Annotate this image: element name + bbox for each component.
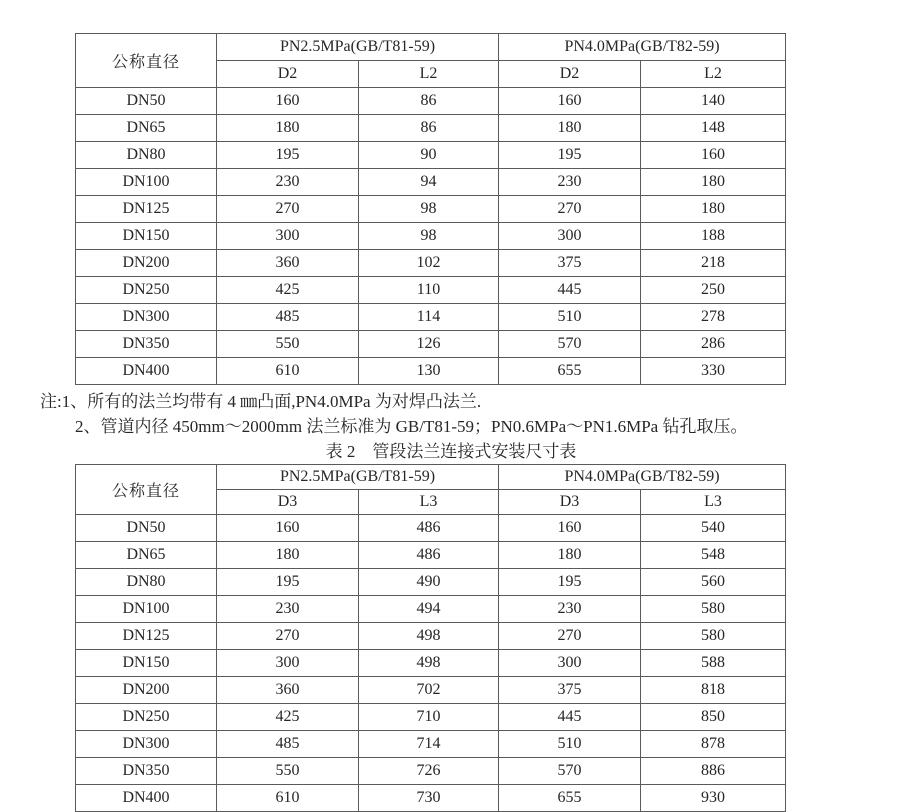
table-cell: 610 — [217, 785, 359, 812]
sub-header-cell: D2 — [217, 61, 359, 88]
table-cell: 490 — [359, 569, 499, 596]
dn-cell: DN350 — [76, 331, 217, 358]
table-row — [76, 569, 786, 596]
dn-cell: DN400 — [76, 785, 217, 812]
dn-cell: DN125 — [76, 196, 217, 223]
dn-cell: DN300 — [76, 304, 217, 331]
table-row — [76, 758, 786, 785]
dn-cell: DN125 — [76, 623, 217, 650]
table-row — [76, 169, 786, 196]
group-header-pn40: PN4.0MPa(GB/T82-59) — [499, 34, 786, 61]
table-cell: 270 — [217, 196, 359, 223]
table-cell: 588 — [641, 650, 786, 677]
table-row — [76, 677, 786, 704]
table-row — [76, 304, 786, 331]
sub-header-cell: D3 — [217, 490, 359, 515]
table-cell: 160 — [641, 142, 786, 169]
table-cell: 485 — [217, 731, 359, 758]
flange-weld-dimension-table — [75, 33, 786, 385]
table-row — [76, 88, 786, 115]
table-cell: 510 — [499, 304, 641, 331]
table-cell: 270 — [499, 196, 641, 223]
table-row — [76, 115, 786, 142]
table-row — [76, 650, 786, 677]
table-cell: 510 — [499, 731, 641, 758]
table-cell: 110 — [359, 277, 499, 304]
table-cell: 195 — [217, 569, 359, 596]
table-cell: 730 — [359, 785, 499, 812]
table-cell: 195 — [217, 142, 359, 169]
dn-cell: DN250 — [76, 277, 217, 304]
table-cell: 486 — [359, 542, 499, 569]
table-cell: 445 — [499, 704, 641, 731]
table-cell: 230 — [499, 596, 641, 623]
table-cell: 360 — [217, 677, 359, 704]
table-cell: 550 — [217, 331, 359, 358]
table-cell: 560 — [641, 569, 786, 596]
table-cell: 300 — [499, 650, 641, 677]
table-cell: 580 — [641, 596, 786, 623]
dn-cell: DN400 — [76, 358, 217, 385]
table-cell: 230 — [217, 596, 359, 623]
table-row — [76, 542, 786, 569]
table-cell: 930 — [641, 785, 786, 812]
table-cell: 445 — [499, 277, 641, 304]
flange-connection-install-table — [75, 464, 786, 812]
dn-cell: DN65 — [76, 542, 217, 569]
table-cell: 878 — [641, 731, 786, 758]
table-group-header-row — [76, 465, 786, 490]
table-cell: 570 — [499, 331, 641, 358]
table-cell: 818 — [641, 677, 786, 704]
table-cell: 180 — [499, 115, 641, 142]
table-row — [76, 142, 786, 169]
table-row — [76, 223, 786, 250]
table-cell: 250 — [641, 277, 786, 304]
table-cell: 375 — [499, 250, 641, 277]
table-row — [76, 358, 786, 385]
dn-cell: DN250 — [76, 704, 217, 731]
table-cell: 218 — [641, 250, 786, 277]
group-header-pn40: PN4.0MPa(GB/T82-59) — [499, 465, 786, 490]
table-cell: 98 — [359, 223, 499, 250]
table-cell: 130 — [359, 358, 499, 385]
table-cell: 230 — [499, 169, 641, 196]
dn-cell: DN65 — [76, 115, 217, 142]
table-cell: 286 — [641, 331, 786, 358]
table-cell: 140 — [641, 88, 786, 115]
table-row — [76, 704, 786, 731]
dn-cell: DN150 — [76, 650, 217, 677]
table-cell: 230 — [217, 169, 359, 196]
table-cell: 160 — [499, 515, 641, 542]
table-cell: 86 — [359, 115, 499, 142]
table-cell: 300 — [217, 650, 359, 677]
table-row — [76, 515, 786, 542]
corner-header-cell: 公称直径 — [76, 465, 217, 515]
dn-cell: DN150 — [76, 223, 217, 250]
table-cell: 550 — [217, 758, 359, 785]
table-cell: 126 — [359, 331, 499, 358]
table-cell: 425 — [217, 277, 359, 304]
table-cell: 195 — [499, 142, 641, 169]
note-line-2: 2、管道内径 450mm～2000mm 法兰标准为 GB/T81-59；PN0.6MPa～PN1.6MPa 钻孔取压。 — [75, 417, 748, 436]
table-group-header-row — [76, 34, 786, 61]
table-cell: 180 — [641, 169, 786, 196]
table-row — [76, 623, 786, 650]
table-cell: 98 — [359, 196, 499, 223]
dn-cell: DN80 — [76, 569, 217, 596]
table-cell: 160 — [217, 88, 359, 115]
table-cell: 188 — [641, 223, 786, 250]
table-cell: 180 — [499, 542, 641, 569]
table-cell: 300 — [499, 223, 641, 250]
table-cell: 300 — [217, 223, 359, 250]
sub-header-cell: D3 — [499, 490, 641, 515]
table-cell: 726 — [359, 758, 499, 785]
table-row — [76, 731, 786, 758]
dn-cell: DN80 — [76, 142, 217, 169]
table-cell: 270 — [217, 623, 359, 650]
table-cell: 86 — [359, 88, 499, 115]
table-cell: 655 — [499, 358, 641, 385]
table-cell: 580 — [641, 623, 786, 650]
table-cell: 195 — [499, 569, 641, 596]
dn-cell: DN50 — [76, 515, 217, 542]
table-cell: 148 — [641, 115, 786, 142]
table2-caption: 表 2 管段法兰连接式安装尺寸表 — [325, 442, 577, 461]
group-header-pn25: PN2.5MPa(GB/T81-59) — [217, 465, 499, 490]
table-cell: 180 — [217, 115, 359, 142]
sub-header-cell: L3 — [359, 490, 499, 515]
table-row — [76, 196, 786, 223]
table-cell: 710 — [359, 704, 499, 731]
dn-cell: DN300 — [76, 731, 217, 758]
sub-header-cell: L2 — [359, 61, 499, 88]
table-cell: 486 — [359, 515, 499, 542]
table-row — [76, 250, 786, 277]
dn-cell: DN200 — [76, 677, 217, 704]
dn-cell: DN50 — [76, 88, 217, 115]
dn-cell: DN350 — [76, 758, 217, 785]
corner-header-cell: 公称直径 — [76, 34, 217, 88]
table-cell: 494 — [359, 596, 499, 623]
table-cell: 498 — [359, 623, 499, 650]
table-cell: 540 — [641, 515, 786, 542]
table-cell: 655 — [499, 785, 641, 812]
table-row — [76, 331, 786, 358]
table-cell: 570 — [499, 758, 641, 785]
dn-cell: DN100 — [76, 596, 217, 623]
table-cell: 498 — [359, 650, 499, 677]
dn-cell: DN200 — [76, 250, 217, 277]
table-cell: 702 — [359, 677, 499, 704]
sub-header-cell: L2 — [641, 61, 786, 88]
table-cell: 90 — [359, 142, 499, 169]
table-row — [76, 596, 786, 623]
table-cell: 94 — [359, 169, 499, 196]
table-row — [76, 785, 786, 812]
table-cell: 180 — [641, 196, 786, 223]
table-cell: 714 — [359, 731, 499, 758]
table-cell: 425 — [217, 704, 359, 731]
table-cell: 548 — [641, 542, 786, 569]
table-cell: 886 — [641, 758, 786, 785]
table-cell: 330 — [641, 358, 786, 385]
sub-header-cell: L3 — [641, 490, 786, 515]
note-line-1: 注:1、所有的法兰均带有 4 ㎜凸面,PN4.0MPa 为对焊凸法兰. — [40, 392, 482, 411]
table-cell: 160 — [217, 515, 359, 542]
sub-header-cell: D2 — [499, 61, 641, 88]
table-cell: 270 — [499, 623, 641, 650]
table-cell: 485 — [217, 304, 359, 331]
group-header-pn25: PN2.5MPa(GB/T81-59) — [217, 34, 499, 61]
table-cell: 375 — [499, 677, 641, 704]
table-cell: 278 — [641, 304, 786, 331]
table-cell: 160 — [499, 88, 641, 115]
table-cell: 360 — [217, 250, 359, 277]
table-cell: 102 — [359, 250, 499, 277]
table-cell: 180 — [217, 542, 359, 569]
table-cell: 610 — [217, 358, 359, 385]
dn-cell: DN100 — [76, 169, 217, 196]
table-cell: 114 — [359, 304, 499, 331]
table-row — [76, 277, 786, 304]
table-cell: 850 — [641, 704, 786, 731]
